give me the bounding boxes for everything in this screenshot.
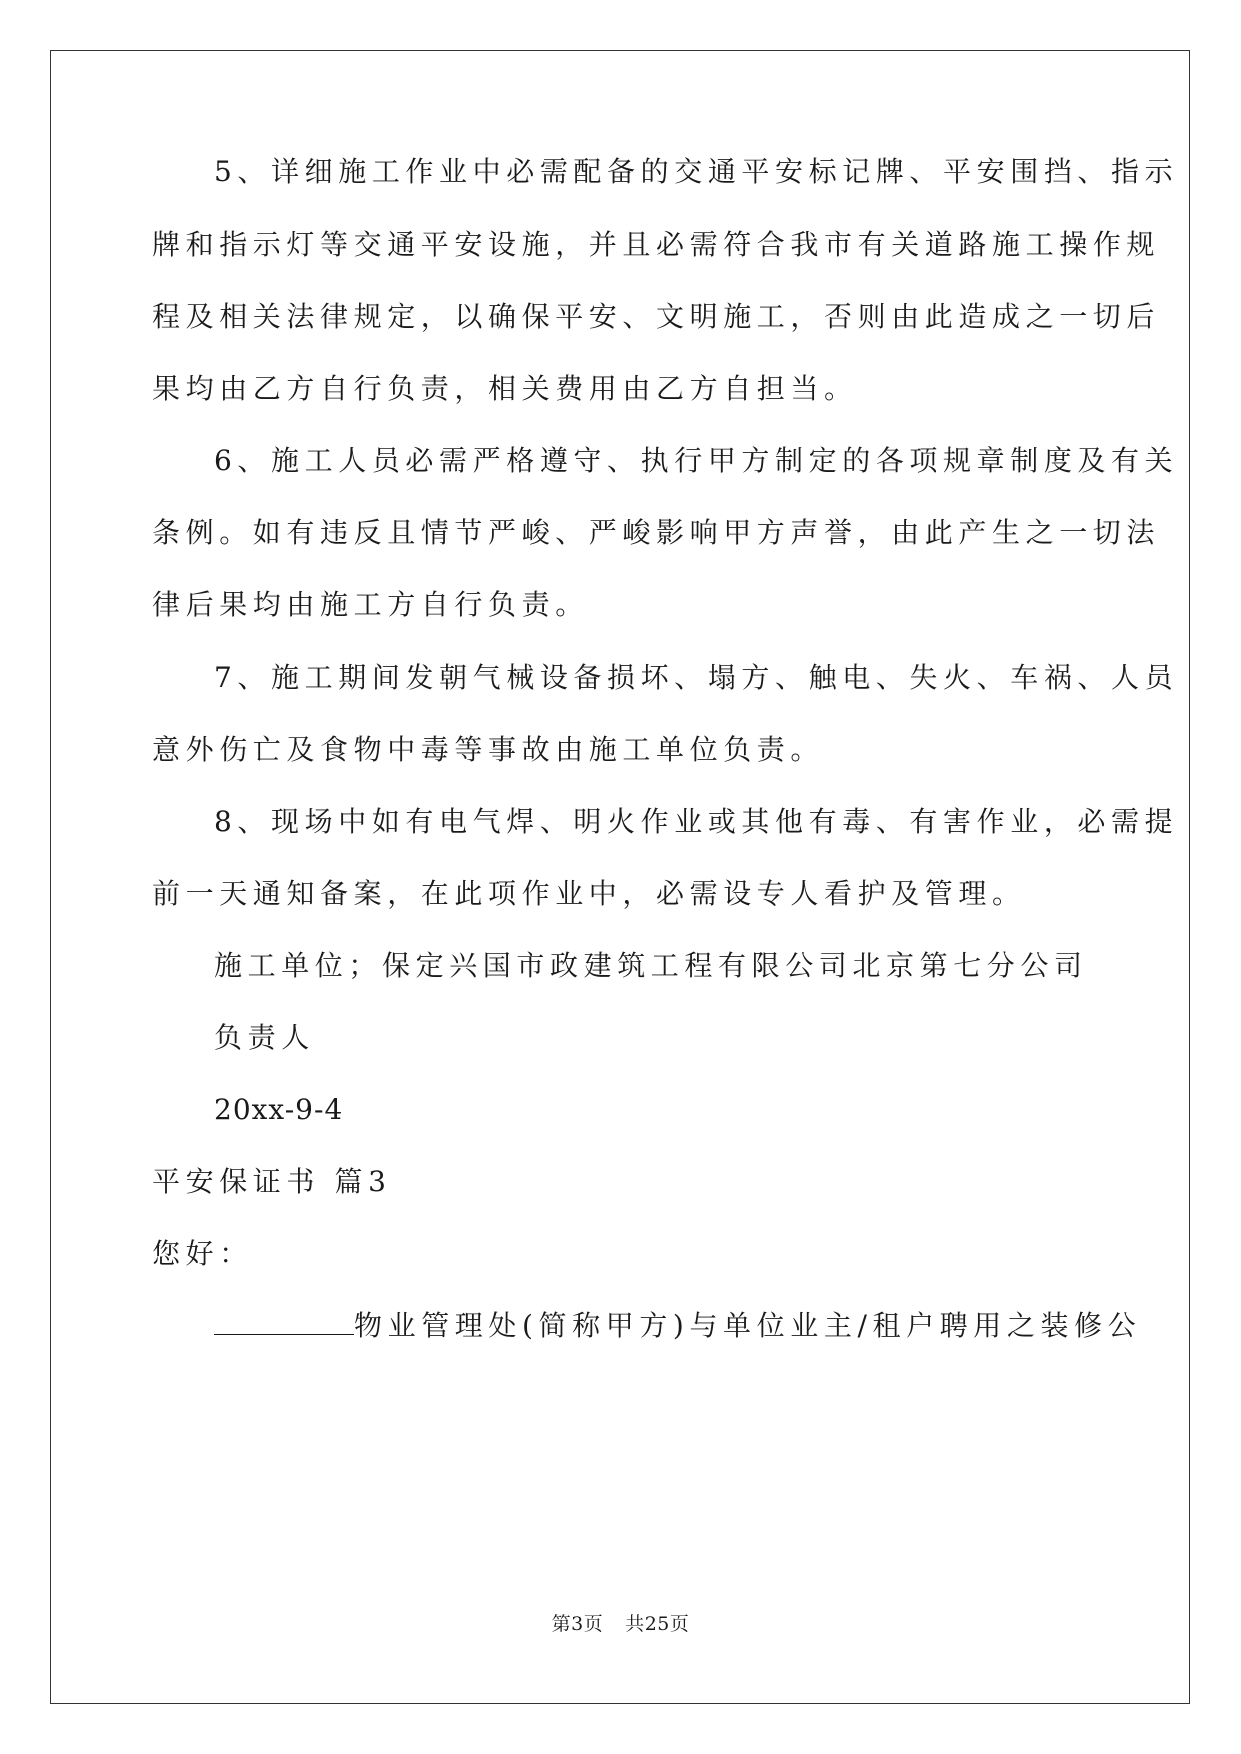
clause-8-line-2: 前一天通知备案，在此项作业中，必需设专人看护及管理。 [152,877,1026,910]
opening-line-text: 物业管理处(简称甲方)与单位业主/租户聘用之装修公 [354,1309,1142,1342]
signature-person: 负责人 [214,1021,315,1054]
clause-6-line-1: 6、施工人员必需严格遵守、执行甲方制定的各项规章制度及有关 [214,444,1179,477]
clause-5-line-3: 程及相关法律规定，以确保平安、文明施工，否则由此造成之一切后 [152,300,1161,333]
clause-7-line-1: 7、施工期间发朝气械设备损坏、塌方、触电、失火、车祸、人员 [214,661,1179,694]
clause-5-line-4: 果均由乙方自行负责，相关费用由乙方自担当。 [152,372,858,405]
clause-6-line-3: 律后果均由施工方自行负责。 [152,588,589,621]
clause-5-line-2: 牌和指示灯等交通平安设施，并且必需符合我市有关道路施工操作规 [152,228,1161,261]
signature-date: 20xx-9-4 [214,1093,344,1126]
opening-line [214,1306,1141,1346]
fill-in-blank [214,1308,354,1335]
section-title: 平安保证书 篇3 [152,1165,392,1198]
page-current: 第3页 [551,1613,604,1635]
clause-6-line-2: 条例。如有违反且情节严峻、严峻影响甲方声誉，由此产生之一切法 [152,516,1161,549]
clause-5-line-1: 5、详细施工作业中必需配备的交通平安标记牌、平安围挡、指示 [214,155,1179,188]
signature-unit: 施工单位；保定兴国市政建筑工程有限公司北京第七分公司 [214,949,1088,982]
clause-8-line-1: 8、现场中如有电气焊、明火作业或其他有毒、有害作业，必需提 [214,805,1179,838]
page-total: 共25页 [625,1613,690,1635]
salutation: 您好： [152,1237,253,1270]
page-footer [0,1612,1241,1636]
clause-7-line-2: 意外伤亡及食物中毒等事故由施工单位负责。 [152,733,825,766]
